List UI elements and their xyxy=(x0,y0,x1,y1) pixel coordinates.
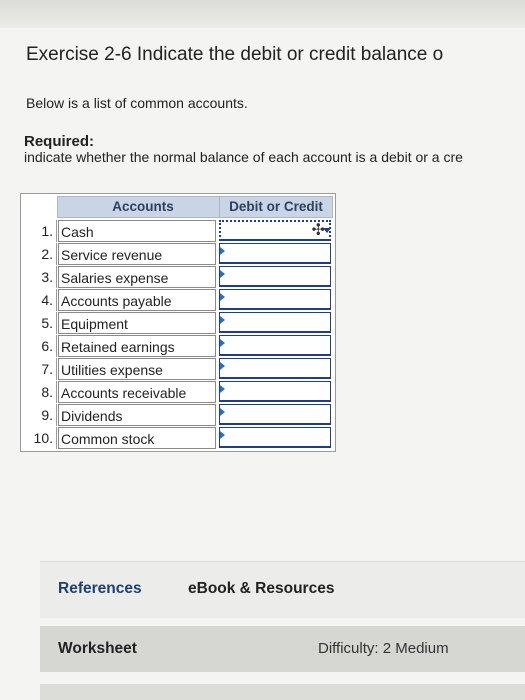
debit-credit-select[interactable] xyxy=(219,404,331,425)
difficulty-label: Difficulty: 2 Medium xyxy=(318,640,449,657)
debit-credit-select[interactable] xyxy=(219,289,331,310)
chevron-down-icon[interactable] xyxy=(323,228,331,233)
select-marker-icon xyxy=(220,431,225,439)
table-row xyxy=(21,358,335,380)
exercise-title: Exercise 2-6 Indicate the debit or credit balance o xyxy=(26,44,444,65)
select-marker-icon xyxy=(220,293,225,301)
row-number: 3. xyxy=(21,266,57,288)
resource-tabs xyxy=(40,561,525,618)
select-marker-icon xyxy=(220,385,225,393)
account-name: Equipment xyxy=(58,312,216,334)
tab-references[interactable]: References xyxy=(58,580,142,597)
debit-credit-select[interactable] xyxy=(219,358,331,379)
row-number: 1. xyxy=(21,220,57,242)
table-row xyxy=(21,312,335,334)
table-row xyxy=(21,220,335,242)
row-number: 4. xyxy=(21,289,57,311)
worksheet-label[interactable]: Worksheet xyxy=(58,640,137,657)
debit-credit-select[interactable] xyxy=(219,381,331,402)
next-section-strip xyxy=(40,684,525,700)
table-row xyxy=(21,266,335,288)
select-marker-icon xyxy=(220,270,225,278)
select-marker-icon xyxy=(220,339,225,347)
row-number: 7. xyxy=(21,358,57,380)
header-accounts: Accounts xyxy=(57,196,229,218)
account-name: Utilities expense xyxy=(58,358,216,380)
table-row xyxy=(21,335,335,357)
accounts-table xyxy=(20,193,336,452)
table-row xyxy=(21,381,335,403)
select-marker-icon xyxy=(220,316,225,324)
required-text: indicate whether the normal balance of each account is a debit or a cre xyxy=(24,149,463,165)
account-name: Dividends xyxy=(58,404,216,426)
table-row xyxy=(21,404,335,426)
select-marker-icon xyxy=(220,362,225,370)
debit-credit-select[interactable] xyxy=(219,220,331,241)
row-number: 9. xyxy=(21,404,57,426)
header-debit-credit: Debit or Credit xyxy=(219,196,333,218)
select-marker-icon xyxy=(220,408,225,416)
table-row xyxy=(21,289,335,311)
debit-credit-select[interactable] xyxy=(219,243,331,264)
row-number: 6. xyxy=(21,335,57,357)
account-name: Cash xyxy=(58,220,216,242)
worksheet-bar xyxy=(40,626,525,672)
account-name: Retained earnings xyxy=(58,335,216,357)
account-name: Salaries expense xyxy=(58,266,216,288)
account-name: Accounts receivable xyxy=(58,381,216,403)
tab-ebook-resources[interactable]: eBook & Resources xyxy=(188,580,335,597)
intro-text: Below is a list of common accounts. xyxy=(26,95,248,111)
row-number: 10. xyxy=(21,427,57,449)
row-number: 8. xyxy=(21,381,57,403)
debit-credit-select[interactable] xyxy=(219,312,331,333)
table-row xyxy=(21,427,335,449)
debit-credit-select[interactable] xyxy=(219,335,331,356)
browser-top-bar xyxy=(0,0,525,28)
account-name: Common stock xyxy=(58,427,216,449)
required-label: Required: xyxy=(24,133,95,150)
row-number: 5. xyxy=(21,312,57,334)
account-name: Service revenue xyxy=(58,243,216,265)
debit-credit-select[interactable] xyxy=(219,266,331,287)
select-marker-icon xyxy=(220,247,225,255)
table-row xyxy=(21,243,335,265)
account-name: Accounts payable xyxy=(58,289,216,311)
move-cursor-icon: ✣ xyxy=(311,222,325,239)
debit-credit-select[interactable] xyxy=(219,427,331,448)
row-number: 2. xyxy=(21,243,57,265)
